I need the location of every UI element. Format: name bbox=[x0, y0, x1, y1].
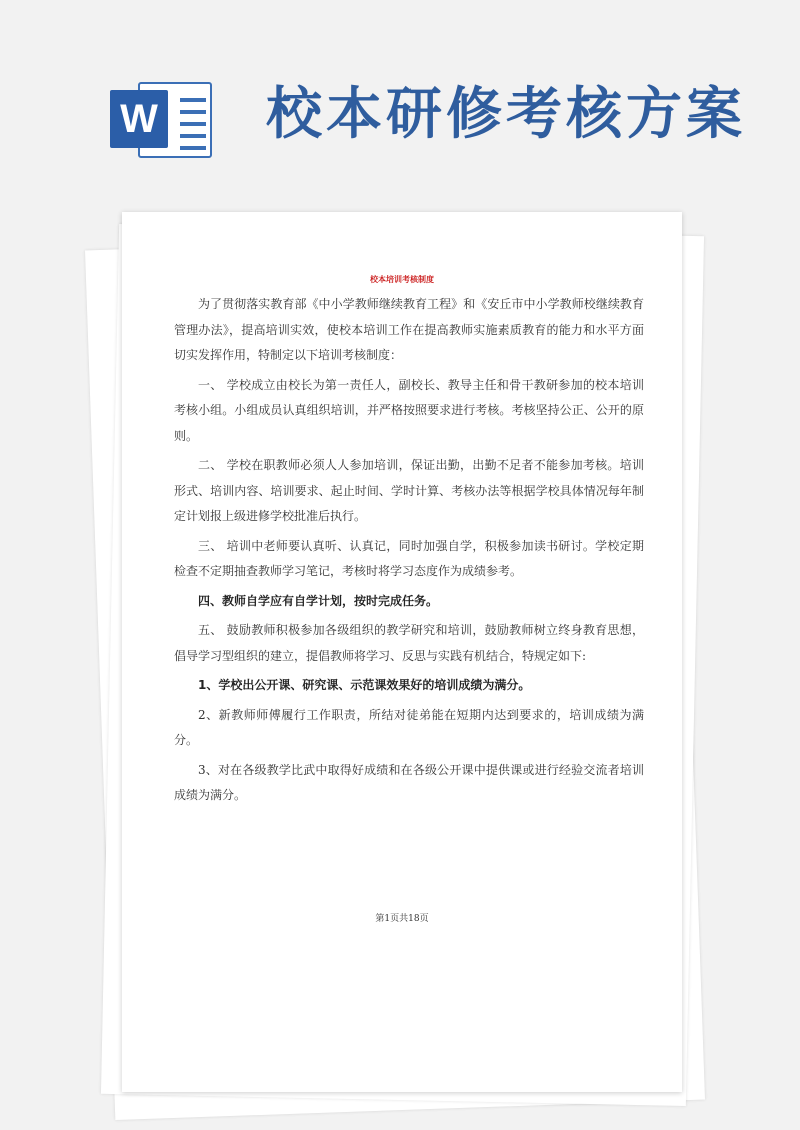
paragraph: 为了贯彻落实教育部《中小学教师继续教育工程》和《安丘市中小学教师校继续教育管理办法》，提高培训实效，使校本培训工作在提高教师实施素质教育的能力和水平方面切实发挥作用，特制定以下培训考核制度： bbox=[174, 297, 644, 362]
banner-title: 校本研修考核方案 bbox=[266, 82, 746, 147]
document-page bbox=[122, 212, 682, 1092]
word-icon-line bbox=[180, 134, 206, 138]
paragraph: 1、学校出公开课、研究课、示范课效果好的培训成绩为满分。 bbox=[198, 678, 531, 692]
banner bbox=[0, 0, 800, 200]
word-document-icon bbox=[110, 78, 214, 160]
paragraph: 四、教师自学应有自学计划，按时完成任务。 bbox=[198, 593, 439, 608]
word-icon-line bbox=[180, 146, 206, 150]
document-body bbox=[174, 292, 644, 813]
word-icon-letter: W bbox=[110, 90, 168, 148]
paragraph: 一、 学校成立由校长为第一责任人，副校长、教导主任和骨干教研参加的校本培训考核小组。小组成员认真组织培训，并严格按照要求进行考核。考核坚持公正、公开的原则。 bbox=[174, 377, 644, 443]
word-icon-line bbox=[180, 110, 206, 114]
paragraph: 五、 鼓励教师积极参加各级组织的教学研究和培训，鼓励教师树立终身教育思想，倡导学习型组织的建立，提倡教师将学习、反思与实践有机结合，特规定如下: bbox=[174, 623, 644, 663]
paragraph: 三、 培训中老师要认真听、认真记，同时加强自学，积极参加读书研讨。学校定期检查不定期抽查教师学习笔记，考核时将学习态度作为成绩参考。 bbox=[174, 538, 644, 578]
paragraph: 二、 学校在职教师必须人人参加培训，保证出勤，出勤不足者不能参加考核。培训形式、培训内容、培训要求、起止时间、学时计算、考核办法等根据学校具体情况每年制定计划报上级进修学校批准后执行。 bbox=[174, 458, 644, 523]
word-icon-line bbox=[180, 98, 206, 102]
document-title: 校本培训考核制度 bbox=[370, 275, 434, 284]
paragraph: 3、对在各级教学比武中取得好成绩和在各级公开课中提供课或进行经验交流者培训成绩为满分。 bbox=[174, 762, 644, 802]
page-footer: 第1页共18页 bbox=[375, 914, 429, 924]
paragraph: 2、新教师师傅履行工作职责，所结对徒弟能在短期内达到要求的，培训成绩为满分。 bbox=[174, 707, 644, 747]
word-icon-line bbox=[180, 122, 206, 126]
